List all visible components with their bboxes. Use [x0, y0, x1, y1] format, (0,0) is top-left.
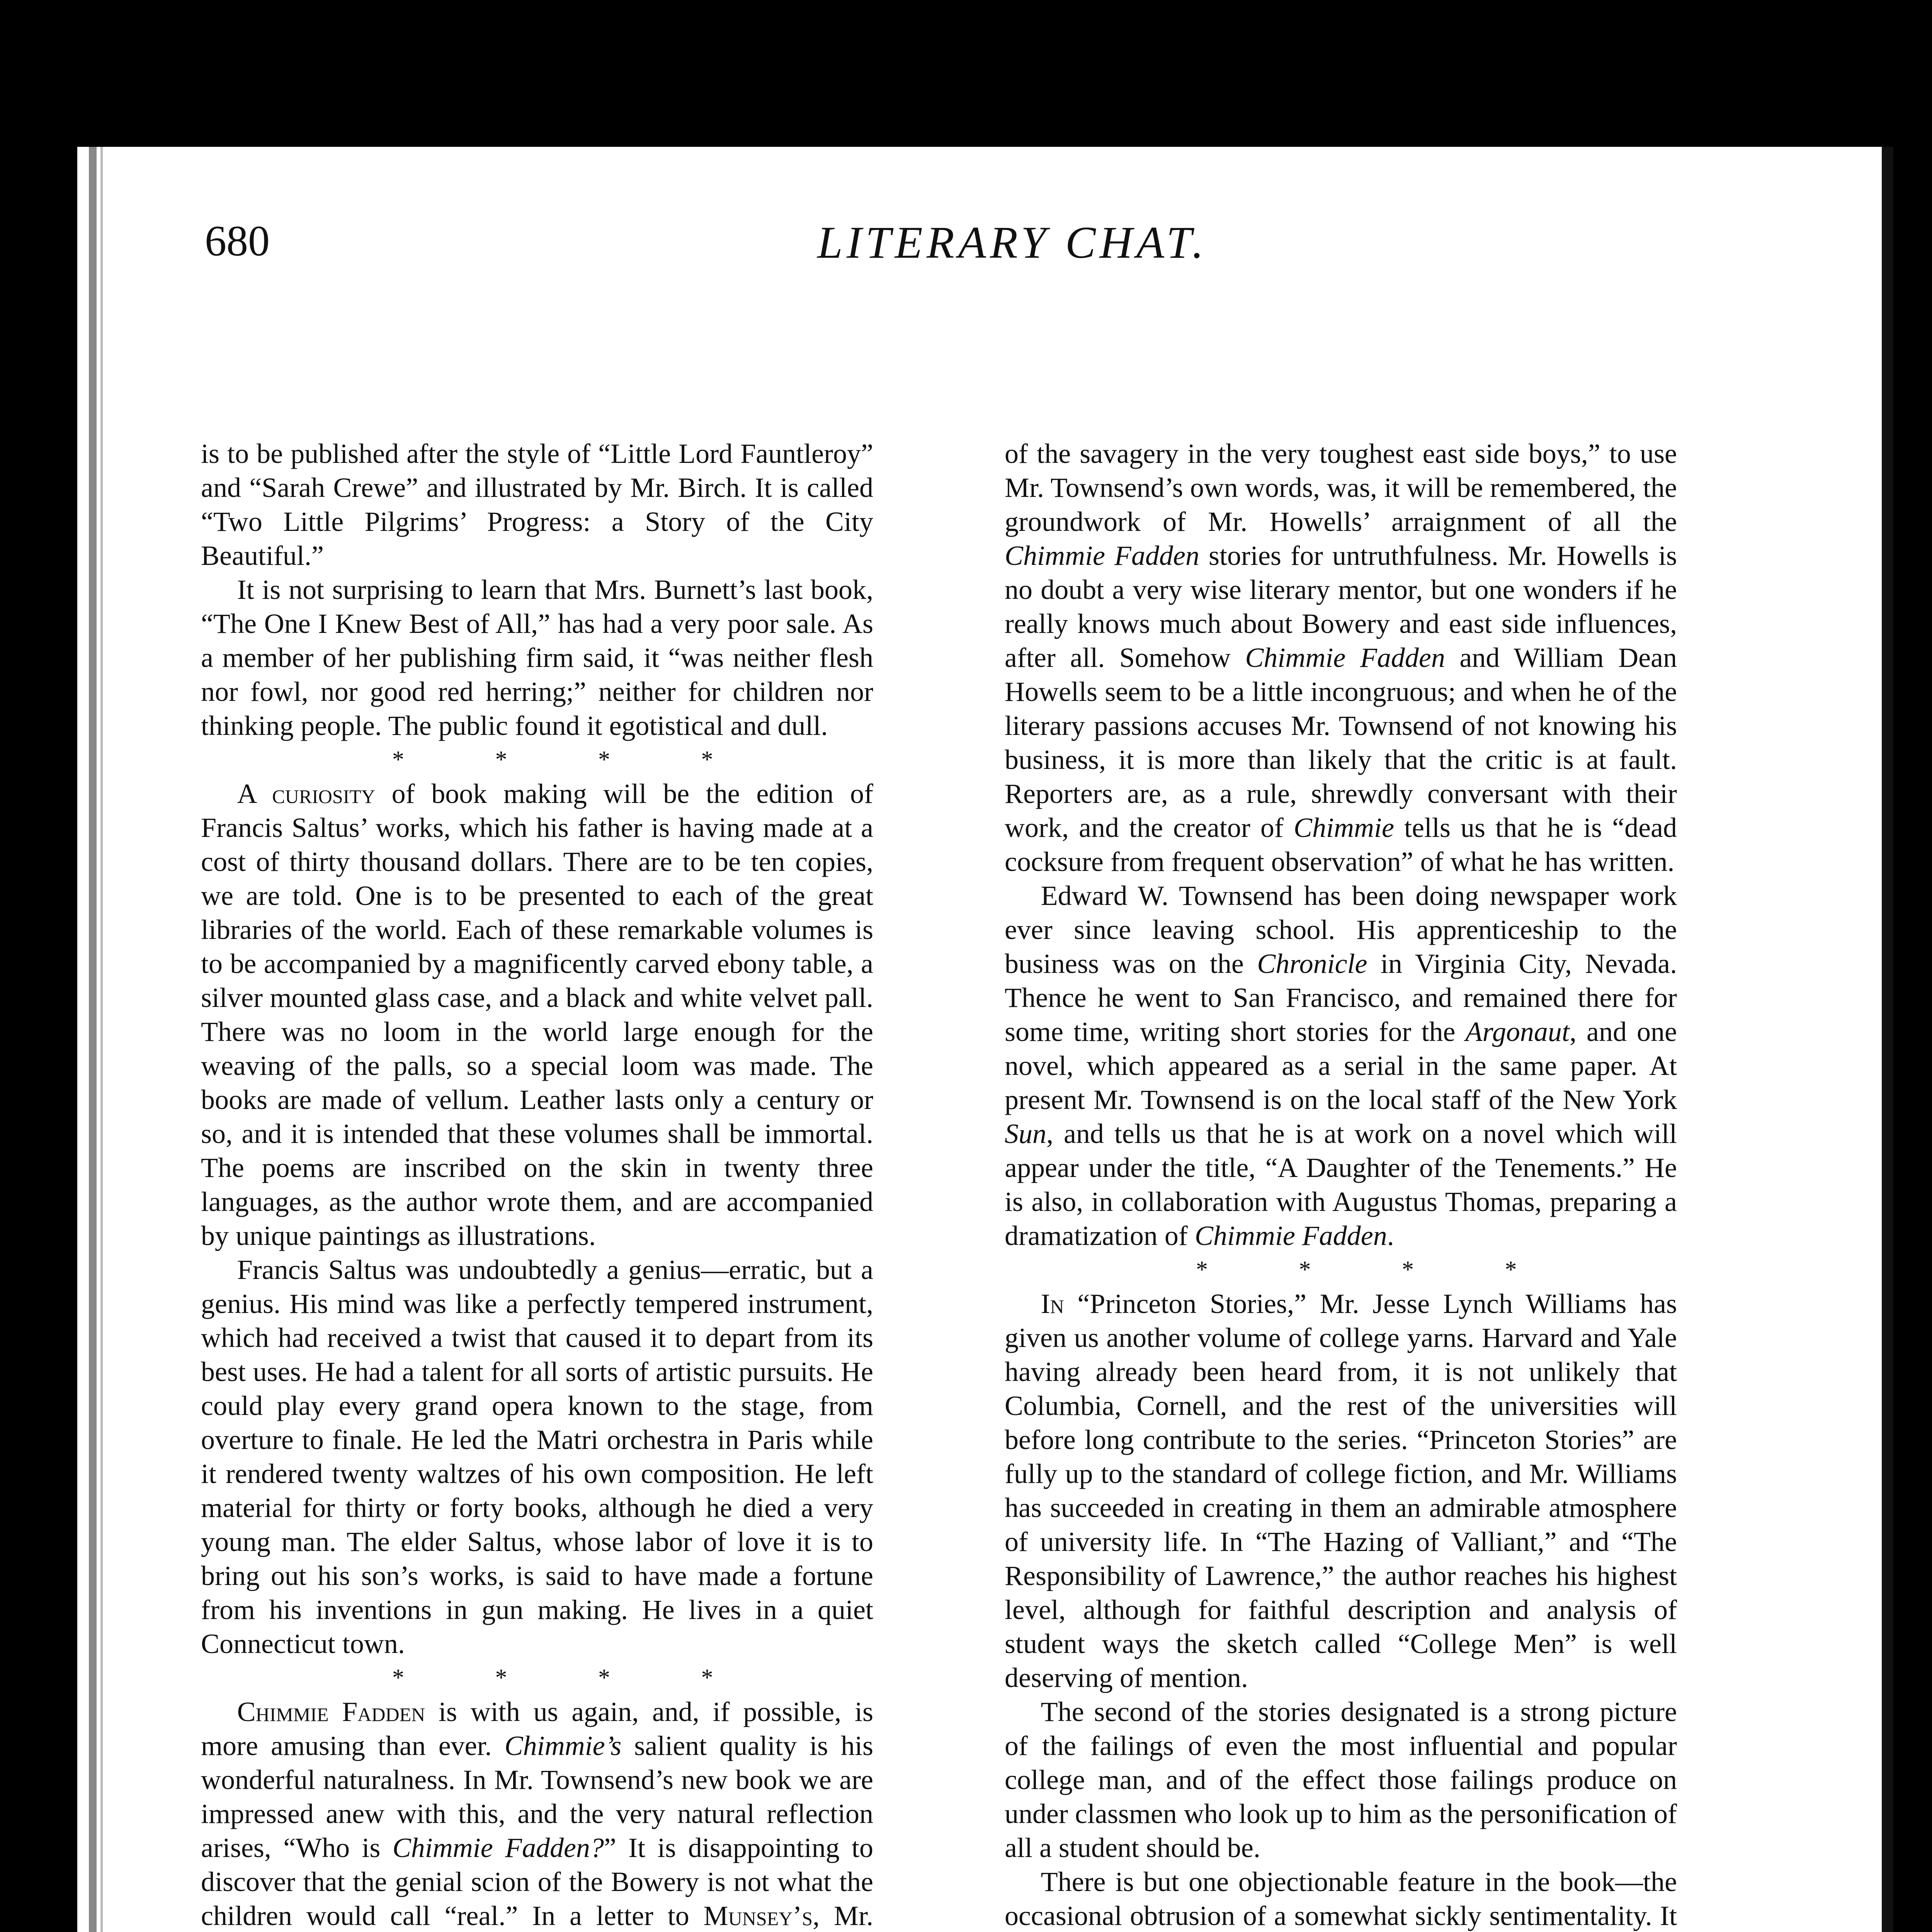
paragraph: It is not surprising to learn that Mrs. Burnett’s last book, “The One I Knew Best of All,” has had a very poor sale. As a member of her publishing firm said, it “was neither flesh nor fowl, nor good red herring;” neither for children nor thinking people. The public found it egotistical and dull.	[201, 574, 873, 741]
lead-words: In	[1041, 1288, 1064, 1319]
paragraph: is to be published after the style of “Little Lord Fauntleroy” and “Sarah Crewe” and illustrated by Mr. Birch. It is called “Two Little Pilgrims’ Progress: a Story of the City Beautiful.”	[201, 438, 873, 571]
scan-border-right	[1889, 0, 1932, 1932]
left-column	[201, 437, 873, 1932]
scan-border-left	[0, 0, 77, 1932]
paragraph: Edward W. Townsend has been doing newspaper work ever since leaving school. His apprenticeship to the business was on the Chronicle in Virginia City, Nevada. Thence he went to San Francisco, and remained there for some time, writing short stories for the Argonaut, and one novel, which appeared as a serial in the same paper. At present Mr. Townsend is on the local staff of the New York Sun, and tells us that he is at work on a novel which will appear under the title, “A Daughter of the Tenements.” He is also, in collaboration with Augustus Thomas, preparing a dramatization of Chimmie Fadden.	[1005, 880, 1677, 1251]
section-divider: * * * *	[392, 747, 756, 773]
page-number: 680	[205, 217, 270, 265]
right-column	[1005, 437, 1677, 1932]
paragraph: of the savagery in the very toughest east side boys,” to use Mr. Townsend’s own words, was, it will be remembered, the groundwork of Mr. Howells’ arraignment of all the Chimmie Fadden stories for untruthfulness. Mr. Howells is no doubt a very wise literary mentor, but one wonders if he really knows much about Bowery and east side influences, after all. Somehow Chimmie Fadden and William Dean Howells seem to be a little incongruous; and when he of the literary passions accuses Mr. Townsend of not knowing his business, it is more than likely that the critic is at fault. Reporters are, as a rule, shrewdly conversant with their work, and the creator of Chimmie tells us that he is “dead cocksure from frequent observation” of what he has written.	[1005, 438, 1677, 877]
paragraph: Francis Saltus was undoubtedly a genius—erratic, but a genius. His mind was like a perfectly tempered instrument, which had received a twist that caused it to depart from its best uses. He had a talent for all sorts of artistic pursuits. He could play every grand opera known to the stage, from overture to finale. He led the Matri orchestra in Paris while it rendered twenty waltzes of his own composition. He left material for thirty or forty books, although he died a very young man. The elder Saltus, whose labor of love it is to bring out his son’s works, is said to have made a fortune from his inventions in gun making. He lives in a quiet Connecticut town.	[201, 1254, 873, 1659]
page-header	[205, 216, 1681, 286]
section-divider: * * * *	[1196, 1257, 1560, 1283]
lead-words: Chimmie Fadden	[237, 1696, 425, 1727]
paragraph: The second of the stories designated is a strong picture of the failings of even the most influential and popular college man, and of the effect those failings produce on under classmen who look up to him as the personification of all a student should be.	[1005, 1696, 1677, 1863]
section-divider: * * * *	[392, 1665, 756, 1691]
paragraph: Chimmie Fadden is with us again, and, if possible, is more amusing than ever. Chimmie’s salient quality is his wonderful naturalness. In Mr. Townsend’s new book we are impressed anew with this, and the very natural reflection arises, “Who is Chimmie Fadden?” It is disappointing to discover that the genial scion of the Bowery is not what the children would call “real.” In a letter to Munsey’s, Mr.	[201, 1696, 873, 1931]
paragraph: In “Princeton Stories,” Mr. Jesse Lynch Williams has given us another volume of college yarns. Harvard and Yale having already been heard from, it is not unlikely that Columbia, Cornell, and the rest of the universities will before long contribute to the series. “Princeton Stories” are fully up to the standard of college fiction, and Mr. Williams has succeeded in creating in them an admirable atmosphere of university life. In “The Hazing of Valliant,” and “The Responsibility of Lawrence,” the author reaches his highest level, although for faithful description and analysis of student ways the sketch called “College Men” is well deserving of mention.	[1005, 1288, 1677, 1693]
paragraph: A curiosity of book making will be the edition of Francis Saltus’ works, which his father is having made at a cost of thirty thousand dollars. There are to be ten copies, we are told. One is to be presented to each of the great libraries of the world. Each of these remarkable volumes is to be accompanied by a magnificently carved ebony table, a silver mounted glass case, and a black and white velvet pall. There was no loom in the world large enough for the weaving of the palls, so a special loom was made. The books are made of vellum. Leather lasts only a century or so, and it is intended that these volumes shall be immortal. The poems are inscribed on the skin in twenty three languages, as the author wrote them, and are accompanied by unique paintings as illustrations.	[201, 778, 873, 1251]
running-head: LITERARY CHAT.	[817, 217, 1208, 268]
paragraph: There is but one objectionable feature in the book—the occasional obtrusion of a somewhat sickly sentimentality. It	[1005, 1866, 1677, 1931]
lead-words: A curiosity	[237, 778, 375, 809]
